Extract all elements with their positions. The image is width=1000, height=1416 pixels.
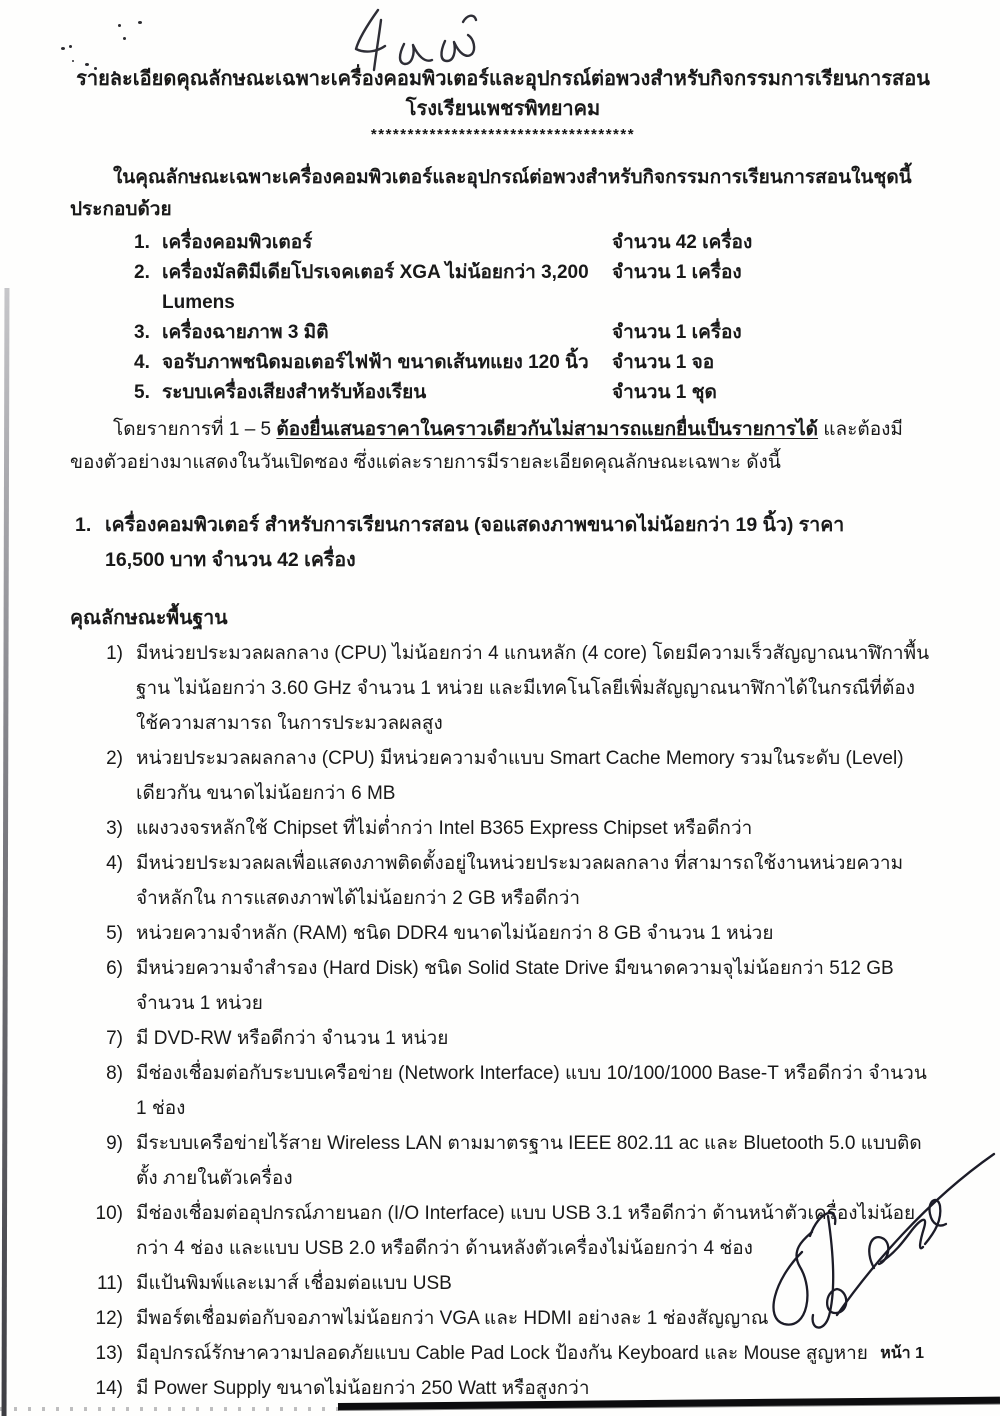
spec-item: [70, 741, 936, 811]
spec-number: 10): [95, 1203, 123, 1224]
spec-item: [70, 846, 936, 916]
item-quantity: จำนวน 42 เครื่อง: [612, 232, 753, 253]
spec-text: มีหน่วยประมวลผลกลาง (CPU) ไม่น้อยกว่า 4 แกนหลัก (4 core) โดยมีความเร็วสัญญาณนาฬิกาพื้นฐาน ไม่น้อยกว่า 3.60 GHz จำนวน 1 หน่วย และมีเทคโนโลยีเพิ่มสัญญาณนาฬิกาได้ในกรณีที่ต้องใช้ความสามารถ ในการประมวลผลสูง: [136, 643, 930, 734]
spec-number: 14): [95, 1378, 123, 1399]
item-name: ระบบเครื่องเสียงสำหรับห้องเรียน: [162, 382, 427, 403]
ink-speck: [61, 47, 65, 50]
spec-item: [70, 916, 936, 951]
basic-spec-subheading: คุณลักษณะพื้นฐาน: [70, 607, 228, 629]
document-title: รายละเอียดคุณลักษณะเฉพาะเครื่องคอมพิวเตอร์และอุปกรณ์ต่อพวงสำหรับกิจกรรมการเรียนการสอน: [76, 68, 930, 90]
item-quantity: จำนวน 1 เครื่อง: [612, 262, 742, 283]
spec-text: มีพอร์ตเชื่อมต่อกับจอภาพไม่น้อยกว่า VGA และ HDMI อย่างละ 1 ช่องสัญญาณ: [136, 1308, 769, 1329]
intro-paragraph: ในคุณลักษณะเฉพาะเครื่องคอมพิวเตอร์และอุปกรณ์ต่อพวงสำหรับกิจกรรมการเรียนการสอนในชุดนี้ประกอบด้วย: [70, 167, 912, 220]
note-prefix: โดยรายการที่ 1 – 5: [113, 419, 277, 440]
spec-number: 5): [106, 923, 123, 944]
spec-text: หน่วยความจำหลัก (RAM) ชนิด DDR4 ขนาดไม่น้อยกว่า 8 GB จำนวน 1 หน่วย: [136, 923, 774, 944]
document-content: [70, 0, 936, 1406]
spec-item: [70, 1196, 936, 1266]
spec-text: แผงวงจรหลักใช้ Chipset ที่ไม่ต่ำกว่า Intel B365 Express Chipset หรือดีกว่า: [136, 818, 753, 839]
spec-item: [70, 811, 936, 846]
spec-text: มีแป้นพิมพ์และเมาส์ เชื่อมต่อแบบ USB: [136, 1273, 452, 1294]
spec-number: 7): [106, 1028, 123, 1049]
item-quantity: จำนวน 1 จอ: [612, 352, 715, 373]
tender-note: [70, 413, 936, 479]
spec-list: [70, 636, 936, 1406]
spec-item: [70, 1266, 936, 1301]
spec-text: มี DVD-RW หรือดีกว่า จำนวน 1 หน่วย: [136, 1028, 449, 1049]
spec-number: 1): [106, 643, 123, 664]
spec-item: [70, 1126, 936, 1196]
note-suffix: และต้องมีของตัวอย่างมาแสดงในวันเปิดซอง ซึ่งแต่ละรายการมีรายละเอียดคุณลักษณะเฉพาะ ดังนี้: [70, 419, 903, 473]
spec-number: 8): [106, 1063, 123, 1084]
scan-bottom-haze: [0, 1407, 340, 1411]
note-underlined-condition: ต้องยื่นเสนอราคาในคราวเดียวกันไม่สามารถแยกยื่นเป็นรายการได้: [276, 419, 819, 440]
equipment-row: [70, 378, 936, 408]
spec-text: มีระบบเครือข่ายไร้สาย Wireless LAN ตามมาตรฐาน IEEE 802.11 ac และ Bluetooth 5.0 แบบติดตั้ง ภายในตัวเครื่อง: [136, 1133, 922, 1189]
item-name: จอรับภาพชนิดมอเตอร์ไฟฟ้า ขนาดเส้นทแยง 120 นิ้ว: [162, 352, 589, 373]
document-header: [70, 0, 936, 146]
spec-number: 6): [106, 958, 123, 979]
spec-text: มีช่องเชื่อมต่ออุปกรณ์ภายนอก (I/O Interface) แบบ USB 3.1 หรือดีกว่า ด้านหน้าตัวเครื่องไม่น้อยกว่า 4 ช่อง และแบบ USB 2.0 หรือดีกว่า ด้านหลังตัวเครื่องไม่น้อยกว่า 4 ช่อง: [136, 1203, 916, 1259]
spec-number: 9): [106, 1133, 123, 1154]
spec-text: มีหน่วยประมวลผลเพื่อแสดงภาพติดตั้งอยู่ในหน่วยประมวลผลกลาง ที่สามารถใช้งานหน่วยความจำหลักใน การแสดงภาพได้ไม่น้อยกว่า 2 GB หรือดีกว่า: [136, 853, 904, 909]
equipment-row: [70, 318, 936, 348]
spec-number: 2): [106, 748, 123, 769]
item-number: 4.: [134, 352, 150, 373]
section-1-heading: [70, 508, 936, 578]
spec-number: 11): [96, 1273, 123, 1294]
spec-item: [70, 1021, 936, 1056]
spec-text: หน่วยประมวลผลกลาง (CPU) มีหน่วยความจำแบบ Smart Cache Memory รวมในระดับ (Level) เดียวกัน ขนาดไม่น้อยกว่า 6 MB: [136, 748, 904, 804]
item-name: เครื่องคอมพิวเตอร์: [162, 232, 313, 253]
spec-text: มีช่องเชื่อมต่อกับระบบเครือข่าย (Network Interface) แบบ 10/100/1000 Base-T หรือดีกว่า จำนวน 1 ช่อง: [136, 1063, 927, 1119]
equipment-list: [70, 228, 936, 408]
spec-item: [70, 1056, 936, 1126]
equipment-row: [70, 228, 936, 258]
item-number: 3.: [134, 322, 150, 343]
spec-number: 4): [106, 853, 123, 874]
spec-text: มีอุปกรณ์รักษาความปลอดภัยแบบ Cable Pad Lock ป้องกัน Keyboard และ Mouse สูญหาย: [136, 1343, 868, 1364]
item-number: 1.: [134, 232, 150, 253]
spec-text: มี Power Supply ขนาดไม่น้อยกว่า 250 Watt หรือสูงกว่า: [136, 1378, 590, 1399]
spec-item: [70, 1336, 936, 1371]
page-number: หน้า 1: [880, 1345, 924, 1362]
spec-item: [70, 1301, 936, 1336]
spec-number: 13): [95, 1343, 123, 1364]
school-name: โรงเรียนเพชรพิทยาคม: [405, 98, 601, 120]
section-title: เครื่องคอมพิวเตอร์ สำหรับการเรียนการสอน (จอแสดงภาพขนาดไม่น้อยกว่า 19 นิ้ว) ราคา 16,500 บาท จำนวน 42 เครื่อง: [105, 514, 845, 571]
spec-item: [70, 951, 936, 1021]
spec-number: 12): [95, 1308, 123, 1329]
equipment-row: [70, 258, 936, 318]
item-number: 2.: [134, 262, 150, 283]
asterisk-separator: ************************************: [370, 126, 636, 143]
item-quantity: จำนวน 1 ชุด: [612, 382, 717, 403]
spec-text: มีหน่วยความจำสำรอง (Hard Disk) ชนิด Solid State Drive มีขนาดความจุไม่น้อยกว่า 512 GB จำนวน 1 หน่วย: [136, 958, 894, 1014]
section-number: 1.: [75, 514, 92, 536]
spec-number: 3): [106, 818, 123, 839]
item-number: 5.: [134, 382, 150, 403]
item-quantity: จำนวน 1 เครื่อง: [612, 322, 742, 343]
item-name: เครื่องฉายภาพ 3 มิติ: [162, 322, 329, 343]
scan-edge-line: [2, 288, 10, 1416]
equipment-row: [70, 348, 936, 378]
spec-item: [70, 636, 936, 741]
item-name: เครื่องมัลติมีเดียโปรเจคเตอร์ XGA ไม่น้อยกว่า 3,200 Lumens: [162, 262, 589, 313]
